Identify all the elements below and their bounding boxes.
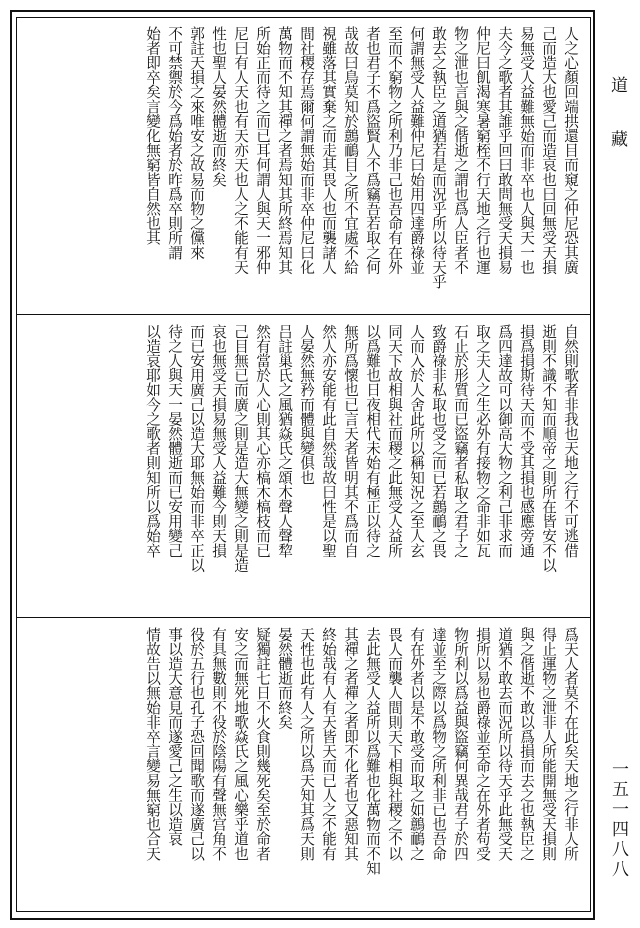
text-column: 所始正而待之而已耳何謂人與天一邪仲 [254,26,271,275]
text-column: 爲四達故可以御高大物之利己非求而 [496,324,513,558]
page-number: 一五一四八八 [608,760,628,880]
text-column: 人而入於人舍此所以稱知況之至人玄 [408,324,425,558]
text-column: 待之人與天一晏然體逝而已安用變己 [166,324,183,558]
text-column: 同天下故相與社而稷之此無受人益所 [386,324,403,558]
text-column: 損所以易也爵祿並至命之在外者苟受 [474,627,491,861]
text-column: 始者即卒矣言變化無窮皆自然也其 [144,26,161,245]
text-column: 何謂無受人益難仲尼曰始用四達爵祿並 [408,26,425,275]
text-column: 情故告以無始非卒言變易無窮也合天 [144,627,161,861]
text-column: 至而不窮物之所利乃非己也吾命有在外 [386,26,403,275]
text-column: 事以造大意見而遂愛己之生以造哀 [166,627,183,846]
text-column: 以爲難也日夜相代未始有極正以待之 [364,324,381,558]
text-column: 己目無已而廣之則是造大無變之則是造 [232,324,249,573]
text-column: 得止運物之泄非人所能開無受天損則 [540,627,557,861]
text-column: 吕註巢氏之風猶焱氏之頌木聲人聲犂 [276,324,293,558]
text-column: 物之泄也言與之偕逝之謂也爲人臣者不 [452,26,469,275]
text-column: 畏人而襲人間則天下相與社稷之不以 [386,627,403,861]
text-column: 人之心顏回端拱還目而窺之仲尼恐其廣 [562,26,579,275]
text-column: 以造哀耶如今之歌者則知所以爲始卒 [144,324,161,558]
text-column: 其禪之者禪之者即不化者也又惡知其 [342,627,359,861]
text-column: 爲天人者莫不在此矣天地之行非人所 [562,627,579,861]
text-column: 不可禁禦於今爲始者於昨爲卒則所謂 [166,26,183,260]
text-column: 安之而無死地歌焱氏之風心樂乎道也 [232,627,249,861]
margin-title-char: 藏 [607,130,627,147]
text-column: 達並至之際以爲物之所利非已也吾命 [430,627,447,861]
text-column: 仲尼曰飢渴寒暑窮桎不行天地之行也運 [474,26,491,275]
text-column: 致爵祿非私取也受之而已若鷾鴯之畏 [430,324,447,558]
text-column: 疑獨註七日不火食則幾死矣至於命者 [254,627,271,861]
text-panel-middle [22,318,584,603]
text-column: 哀也無受天損易無受人益難今則天損 [210,324,227,558]
text-column: 有具無數則不役於陰陽有聲無宫角不 [210,627,227,861]
text-column: 哉故曰鳥莫知於鷾鴯目之所不宜處不給 [342,26,359,275]
text-column: 役於五行也孔子恐回聞歌而遂廣己以 [188,627,205,861]
text-column: 尼曰有人天也有天亦天也人之不能有天 [232,26,249,275]
text-column: 道猶不敢去而況所以待天乎此無受天 [496,627,513,861]
text-panel-bottom [22,621,584,906]
text-column: 去此無受人益所以爲難也化萬物而不知 [364,627,381,876]
text-column: 晏然體逝而終矣 [276,627,293,730]
text-column: 者也君子不爲盜賢人不爲竊吾若取之何 [364,26,381,275]
panel-divider [16,314,591,315]
text-column: 取之夫人之生必外有接物之命非如瓦 [474,324,491,558]
margin-title-char: 道 [607,76,627,93]
text-column: 損爲損斯待天而不受其損也感應旁通 [518,324,535,558]
text-column: 自然則歌者非我也天地之行不可逃借 [562,324,579,558]
panel-divider [16,617,591,618]
text-panel-top [22,20,584,305]
text-column: 夫今之歌者其誰乎回曰敢問無受天損易 [496,26,513,275]
text-column: 逝則不識不知而順帝之則所在皆安不以 [540,324,557,573]
text-column: 萬物而不知其禪之者焉知其所終焉知其 [276,26,293,275]
text-column: 終始哉有人有天皆天而已人之不能有 [320,627,337,861]
text-column: 石止於形質而已盜竊者私取之君子之 [452,324,469,558]
text-column: 而已安用廣己以造大耶無始而非卒正以 [188,324,205,573]
text-column: 物所利以爲益與盜竊何異哉君子於四 [452,627,469,861]
text-column: 人晏然無矜而體與變俱也 [298,324,315,485]
text-column: 視雖落其實棄之而走其畏人也而襲諸人 [320,26,337,275]
text-column: 然有當於人心則其心亦槁木槁枝而已 [254,324,271,558]
text-column: 天性也此有人之所以爲天知其爲天則 [298,627,315,861]
text-column: 然人亦安能有此自然哉故曰性是以聖 [320,324,337,558]
text-column: 無所爲懷也已言天者皆明其不爲而自 [342,324,359,558]
text-column: 有在外者以是不敢受而取之如鷾鴯之 [408,627,425,861]
text-column: 敢去之執臣之道猶若是而況乎所以待天乎 [430,26,447,289]
text-column: 性也聖人晏然體逝而終矣 [210,26,227,187]
text-column: 間社稷存焉爾何謂無始而非卒仲尼曰化 [298,26,315,275]
text-column: 郭註天損之來唯安之故易而物之儻來 [188,26,205,260]
text-column: 己而造大也愛己而造哀也曰回無受天損 [540,26,557,275]
text-column: 易無受人益難無始而非卒也人與天一也 [518,26,535,275]
text-column: 與之偕逝不敢以爲損而去之也執臣之 [518,627,535,861]
